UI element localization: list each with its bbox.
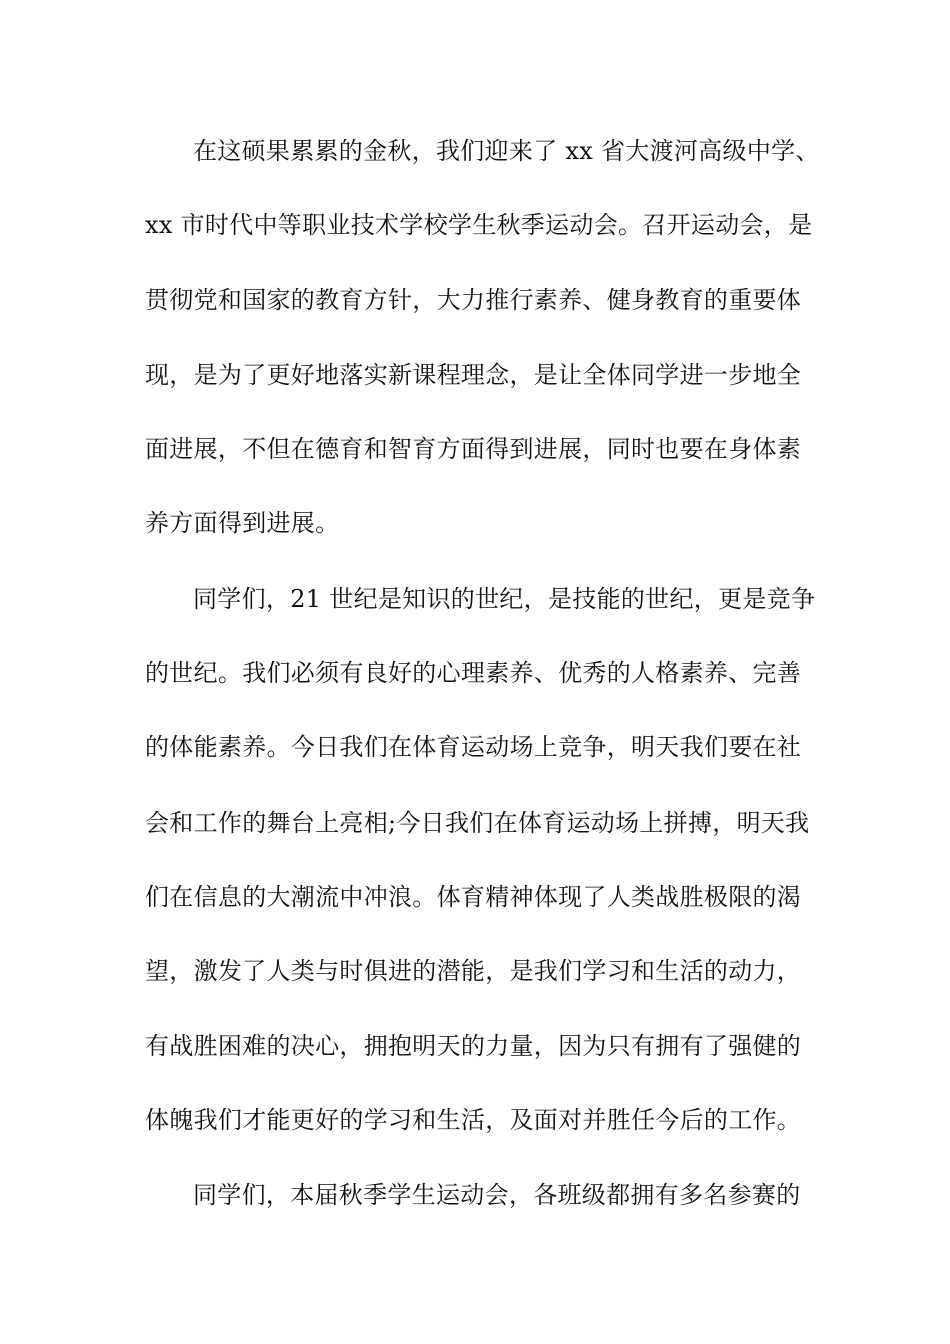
paragraph-2-line-4: 会和工作的舞台上亮相;今日我们在体育运动场上拼搏，明天我 bbox=[145, 809, 810, 837]
paragraph-2-line-6: 望，激发了人类与时俱进的潜能，是我们学习和生活的动力， bbox=[145, 957, 802, 985]
paragraph-2-line-1: 同学们，21 世纪是知识的世纪，是技能的世纪，更是竞争 bbox=[193, 585, 816, 613]
paragraph-1-line-3: 贯彻党和国家的教育方针，大力推行素养、健身教育的重要体 bbox=[145, 286, 802, 314]
paragraph-1-line-4: 现，是为了更好地落实新课程理念，是让全体同学进一步地全 bbox=[145, 361, 802, 389]
paragraph-1-line-6: 养方面得到进展。 bbox=[145, 509, 340, 537]
paragraph-1-line-1: 在这硕果累累的金秋，我们迎来了 xx 省大渡河高级中学、 bbox=[193, 137, 820, 165]
paragraph-1-line-5: 面进展，不但在德育和智育方面得到进展，同时也要在身体素 bbox=[145, 435, 802, 463]
paragraph-3-line-1: 同学们，本届秋季学生运动会，各班级都拥有多名参赛的 bbox=[193, 1181, 801, 1209]
paragraph-2-line-7: 有战胜困难的决心，拥抱明天的力量，因为只有拥有了强健的 bbox=[145, 1032, 802, 1060]
paragraph-1-line-2: xx 市时代中等职业技术学校学生秋季运动会。召开运动会，是 bbox=[145, 211, 813, 239]
paragraph-2-line-5: 们在信息的大潮流中冲浪。体育精神体现了人类战胜极限的渴 bbox=[145, 883, 802, 911]
paragraph-2-line-8: 体魄我们才能更好的学习和生活，及面对并胜任今后的工作。 bbox=[145, 1106, 802, 1134]
paragraph-2-line-2: 的世纪。我们必须有良好的心理素养、优秀的人格素养、完善 bbox=[145, 659, 802, 687]
paragraph-2-line-3: 的体能素养。今日我们在体育运动场上竞争，明天我们要在社 bbox=[145, 733, 802, 761]
